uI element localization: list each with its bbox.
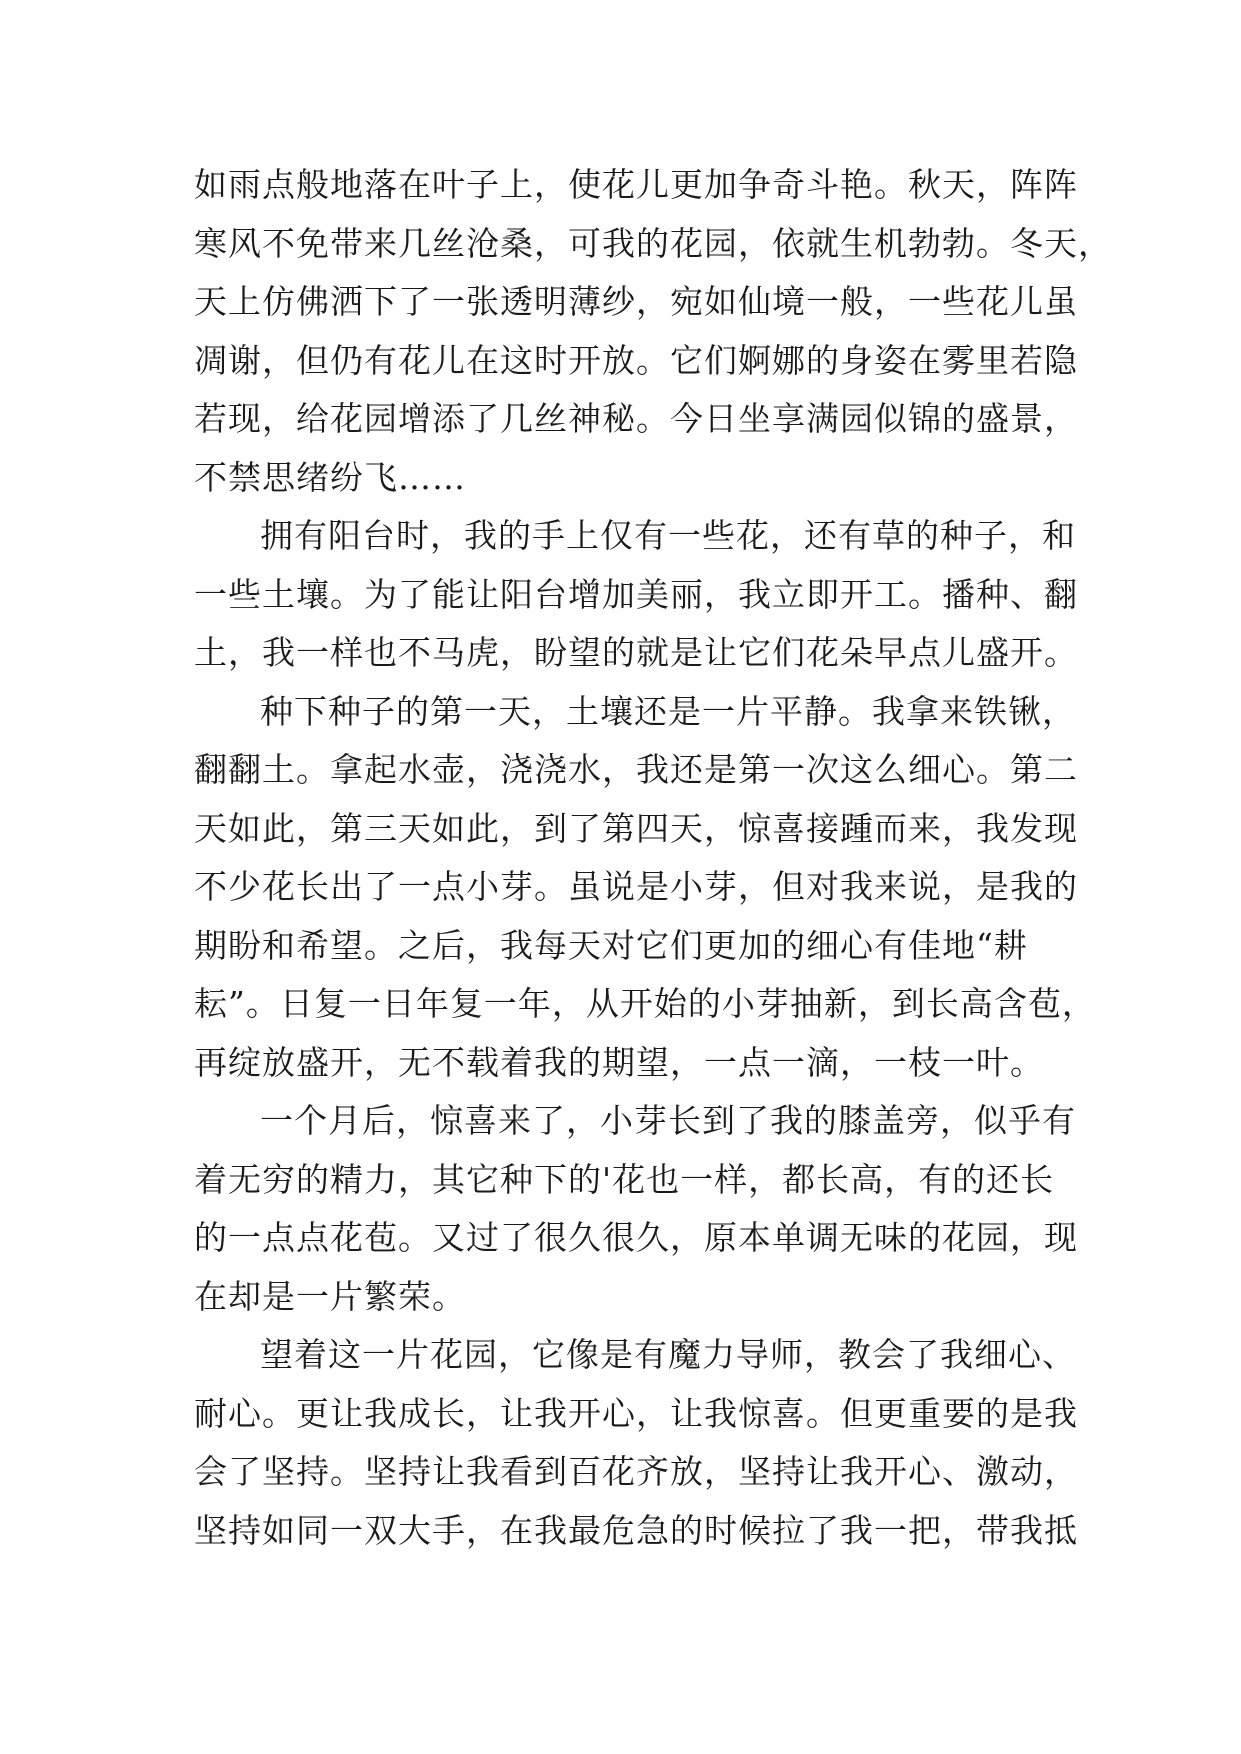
text-line: 土，我一样也不马虎，盼望的就是让它们花朵早点儿盛开。 xyxy=(194,633,1078,672)
text-line: 着无穷的精力，其它种下的'花也一样，都长高，有的还长 xyxy=(194,1159,1055,1199)
text-line: 翻翻土。拿起水壶，浇浇水，我还是第一次这么细心。第二 xyxy=(194,750,1078,789)
text-line: 耐心。更让我成长，让我开心，让我惊喜。但更重要的是我 xyxy=(194,1393,1078,1433)
text-line: 不少花长出了一点小芽。虽说是小芽，但对我来说，是我的 xyxy=(194,867,1078,906)
text-line: 期盼和希望。之后，我每天对它们更加的细心有佳地“耕 xyxy=(194,925,1028,965)
paragraph-1 xyxy=(194,156,1112,507)
text-line: 天如此，第三天如此，到了第四天，惊喜接踵而来，我发现 xyxy=(194,808,1078,848)
text-line: 耘”。日复一日年复一年，从开始的小芽抽新，到长高含苞， xyxy=(194,984,1096,1023)
paragraph-4 xyxy=(194,1092,1078,1326)
text-line: 一个月后，惊喜来了，小芽长到了我的膝盖旁，似乎有 xyxy=(260,1101,1076,1140)
paragraph-2 xyxy=(194,507,1078,683)
paragraph-5 xyxy=(194,1326,1078,1560)
text-line: 一些土壤。为了能让阳台增加美丽，我立即开工。播种、翻 xyxy=(194,574,1078,614)
text-line: 坚持如同一双大手，在我最危急的时候拉了我一把，带我抵 xyxy=(194,1510,1078,1550)
document-body xyxy=(194,156,1112,1560)
text-line: 的一点点花苞。又过了很久很久，原本单调无味的花园，现 xyxy=(194,1218,1078,1257)
text-line: 再绽放盛开，无不载着我的期望，一点一滴，一枝一叶。 xyxy=(194,1042,1044,1082)
text-line: 望着这一片花园，它像是有魔力导师，教会了我细心、 xyxy=(260,1335,1076,1374)
text-line: 在却是一片繁荣。 xyxy=(194,1276,466,1316)
text-line: 若现，给花园增添了几丝神秘。今日坐享满园似锦的盛景， xyxy=(194,399,1078,438)
text-line: 如雨点般地落在叶子上，使花儿更加争奇斗艳。秋天，阵阵 xyxy=(194,165,1078,204)
paragraph-3 xyxy=(194,683,1096,1093)
text-line: 会了坚持。坚持让我看到百花齐放，坚持让我开心、激动， xyxy=(194,1452,1078,1491)
text-line: 凋谢，但仍有花儿在这时开放。它们婀娜的身姿在雾里若隐 xyxy=(194,340,1078,380)
text-line: 种下种子的第一天，土壤还是一片平静。我拿来铁锹， xyxy=(260,691,1076,731)
text-line: 不禁思绪纷飞…… xyxy=(194,457,466,497)
text-line: 天上仿佛洒下了一张透明薄纱，宛如仙境一般，一些花儿虽 xyxy=(194,282,1078,321)
text-line: 寒风不免带来几丝沧桑，可我的花园，依就生机勃勃。冬天， xyxy=(194,223,1112,263)
text-line: 拥有阳台时，我的手上仅有一些花，还有草的种子，和 xyxy=(260,516,1076,555)
